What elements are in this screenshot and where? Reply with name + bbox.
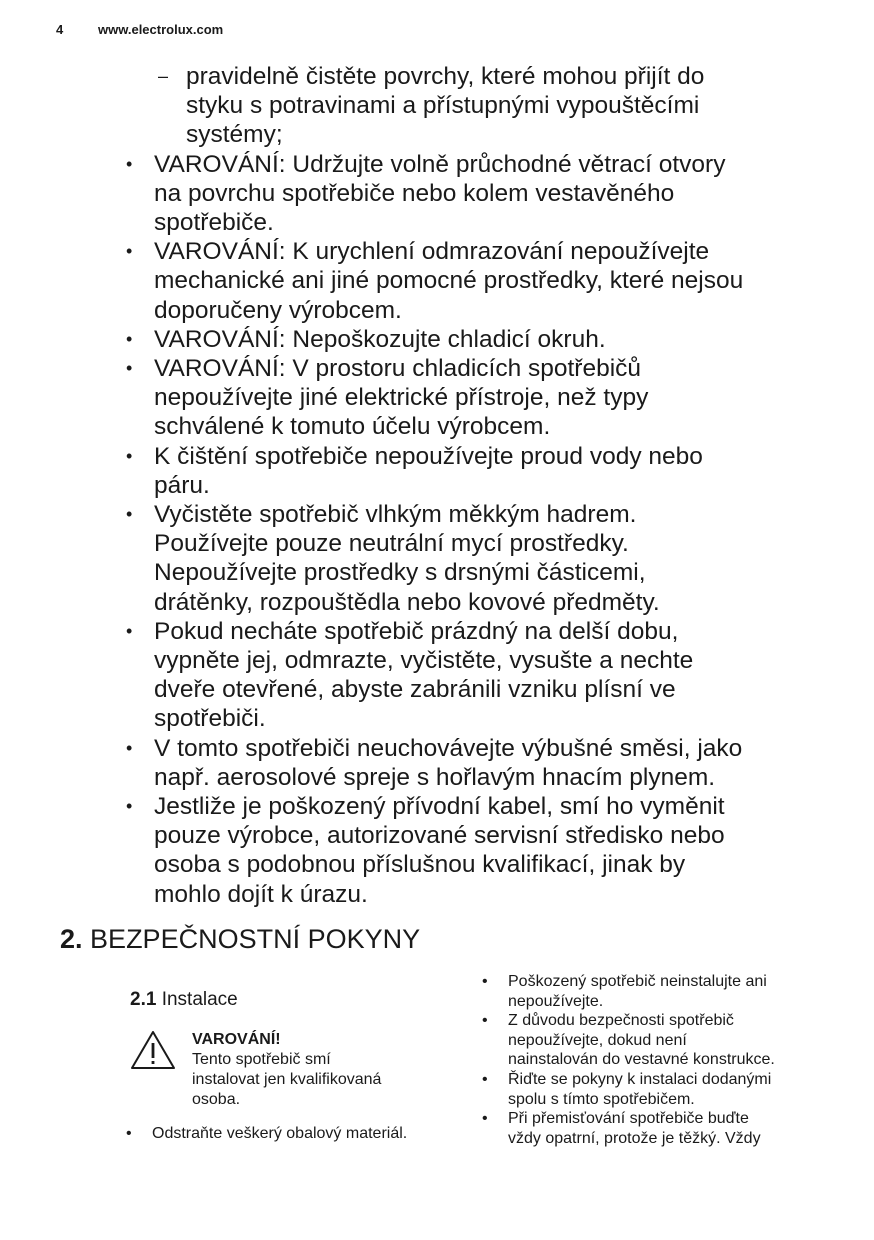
section-title: BEZPEČNOSTNÍ POKYNY xyxy=(90,924,421,954)
warning-text xyxy=(192,1030,452,1110)
list-item xyxy=(482,1109,822,1148)
list-item-line: VAROVÁNÍ: Nepoškozujte chladicí okruh. xyxy=(154,325,606,353)
bullet-marker: • xyxy=(126,620,133,641)
list-item-line: dveře otevřené, abyste zabránili vzniku plísní ve xyxy=(154,676,676,704)
list-item-line: např. aerosolové spreje s hořlavým hnacím plynem. xyxy=(154,763,716,791)
list-item-line: vždy opatrní, protože je těžký. Vždy xyxy=(508,1129,761,1147)
bullet-marker: • xyxy=(126,153,133,174)
list-item-line: Vyčistěte spotřebič vlhkým měkkým hadrem. xyxy=(154,501,637,529)
page-header xyxy=(56,22,223,37)
list-item xyxy=(126,354,826,442)
list-item-line: mohlo dojít k úrazu. xyxy=(154,880,368,908)
dash-marker: – xyxy=(158,66,169,86)
list-item-line: doporučeny výrobcem. xyxy=(154,296,402,324)
list-item-line: V tomto spotřebiči neuchovávejte výbušné směsi, jako xyxy=(154,734,743,762)
installation-list-right xyxy=(482,972,822,1148)
list-item-line: Poškozený spotřebič neinstalujte ani xyxy=(508,973,767,990)
list-item-line: nepoužívejte, dokud není xyxy=(508,1031,687,1049)
list-item-line: Nepoužívejte prostředky s drsnými částicemi, xyxy=(154,559,646,587)
list-item-line: spotřebiče. xyxy=(154,209,274,237)
warning-triangle-icon xyxy=(130,1030,176,1070)
list-item-line: Odstraňte veškerý obalový materiál. xyxy=(152,1125,408,1142)
list-item-line: K čištění spotřebiče nepoužívejte proud vody nebo xyxy=(154,442,703,470)
list-item-line: na povrchu spotřebiče nebo kolem vestavěného xyxy=(154,179,675,207)
list-item-line: pouze výrobce, autorizované servisní středisko nebo xyxy=(154,822,725,850)
list-item xyxy=(482,1011,822,1070)
bullet-marker: • xyxy=(126,1125,132,1142)
site-url: www.electrolux.com xyxy=(98,22,224,37)
list-item xyxy=(126,500,826,617)
list-item-line: vypněte jej, odmrazte, vyčistěte, vysušte a nechte xyxy=(154,647,694,675)
list-item-line: nepoužívejte. xyxy=(508,992,604,1010)
page-number: 4 xyxy=(56,22,64,37)
list-item-line: páru. xyxy=(154,471,210,499)
bullet-marker: • xyxy=(482,1012,488,1030)
list-item xyxy=(126,62,826,150)
section-heading xyxy=(60,922,420,956)
section-number: 2. xyxy=(60,924,83,954)
bullet-marker: • xyxy=(126,358,133,379)
list-item-line: Při přemisťování spotřebiče buďte xyxy=(508,1110,749,1128)
list-item-line: VAROVÁNÍ: K urychlení odmrazování nepoužívejte xyxy=(154,238,710,266)
list-item-line: spotřebiči. xyxy=(154,705,266,733)
list-item xyxy=(126,734,826,792)
bullet-marker: • xyxy=(482,1070,488,1088)
bullet-marker: • xyxy=(126,445,133,466)
list-item-line: osoba s podobnou příslušnou kvalifikací, jinak by xyxy=(154,851,686,879)
bullet-marker: • xyxy=(482,973,488,990)
warning-body xyxy=(192,1050,452,1110)
list-item-line: spolu s tímto spotřebičem. xyxy=(508,1090,695,1108)
list-item xyxy=(482,1070,822,1109)
list-item-line: Pokud necháte spotřebič prázdný na delší dobu, xyxy=(154,617,679,645)
bullet-marker: • xyxy=(126,504,133,525)
list-item xyxy=(126,617,826,734)
warning-title: VAROVÁNÍ! xyxy=(192,1031,281,1048)
bullet-marker: • xyxy=(126,328,133,349)
list-item xyxy=(126,792,826,909)
list-item-line: styku s potravinami a přístupnými vypouštěcími xyxy=(186,92,700,120)
list-item xyxy=(482,972,822,1011)
subsection-number: 2.1 xyxy=(130,989,157,1010)
list-item-line: schválené k tomuto účelu výrobcem. xyxy=(154,413,551,441)
list-item-line: nainstalován do vestavné konstrukce. xyxy=(508,1051,775,1069)
bullet-marker: • xyxy=(482,1110,488,1128)
list-item-line: VAROVÁNÍ: Udržujte volně průchodné větrací otvory xyxy=(154,150,726,178)
list-item-line: pravidelně čistěte povrchy, které mohou přijít do xyxy=(186,63,705,90)
list-item-line: Jestliže je poškozený přívodní kabel, smí ho vyměnit xyxy=(154,793,725,821)
list-item-line: Používejte pouze neutrální mycí prostředky. xyxy=(154,530,629,558)
list-item xyxy=(126,237,826,325)
warning-line: instalovat jen kvalifikovaná xyxy=(192,1071,382,1088)
bullet-marker: • xyxy=(126,796,133,817)
subsection-heading xyxy=(130,988,238,1012)
bullet-marker: • xyxy=(126,241,133,262)
list-item-line: VAROVÁNÍ: V prostoru chladicích spotřebičů xyxy=(154,355,642,383)
safety-instructions-list xyxy=(126,62,826,909)
list-item-line: systémy; xyxy=(186,121,283,149)
list-item xyxy=(126,442,826,500)
warning-line: osoba. xyxy=(192,1091,241,1108)
list-item-line: Z důvodu bezpečnosti spotřebič xyxy=(508,1012,734,1030)
list-item xyxy=(126,150,826,238)
subsection-title: Instalace xyxy=(161,989,238,1010)
bullet-marker: • xyxy=(126,737,133,758)
list-item-line: mechanické ani jiné pomocné prostředky, které nejsou xyxy=(154,267,744,295)
installation-list-left xyxy=(126,1124,466,1144)
warning-line: Tento spotřebič smí xyxy=(192,1051,331,1068)
list-item xyxy=(126,1124,466,1144)
list-item-line: nepoužívejte jiné elektrické přístroje, než typy xyxy=(154,384,649,412)
list-item-line: Řiďte se pokyny k instalaci dodanými xyxy=(508,1070,772,1088)
list-item-line: drátěnky, rozpouštědla nebo kovové předměty. xyxy=(154,588,660,616)
list-item xyxy=(126,325,826,354)
